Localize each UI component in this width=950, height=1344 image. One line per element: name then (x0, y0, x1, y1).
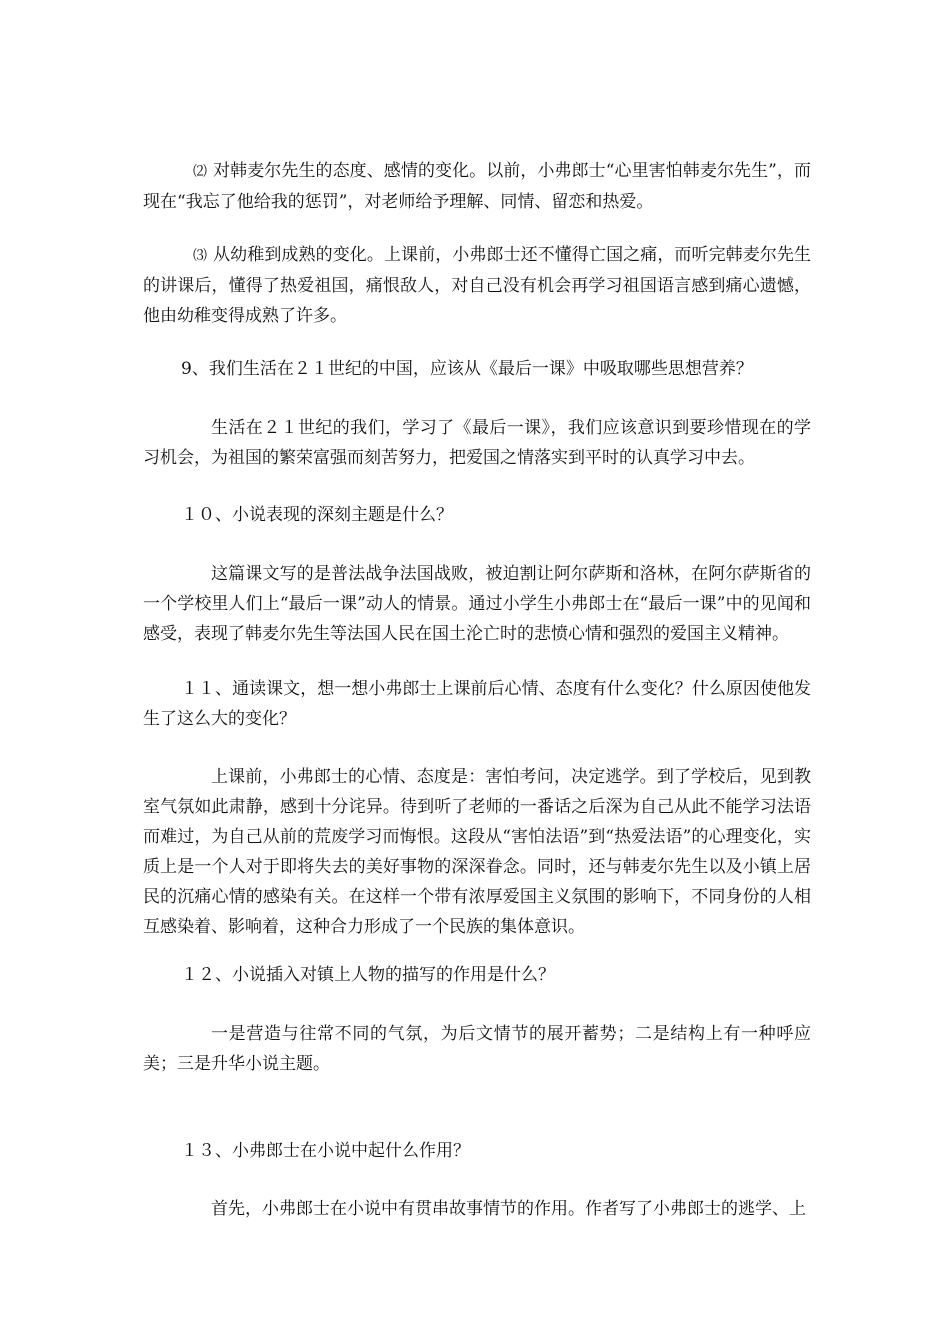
list-item-3 (143, 240, 811, 331)
question-10: １０、小说表现的深刻主题是什么？ (181, 505, 453, 525)
answer-13: 首先，小弗郎士在小说中有贯串故事情节的作用。作者写了小弗郎士的逃学、上 (211, 1199, 806, 1219)
answer-10: 这篇课文写的是普法战争法国战败，被迫割让阿尔萨斯和洛林，在阿尔萨斯省的一个学校里人们上“最后一课”动人的情景。通过小学生小弗郎士在“最后一课”中的见闻和感受，表现了韩麦尔先生等法国人民在国土沦亡时的悲愤心情和强烈的爱国主义精神。 (143, 564, 811, 644)
answer-11: 上课前，小弗郎士的心情、态度是：害怕考问，决定逃学。到了学校后，见到教室气氛如此肃静，感到十分诧异。待到听了老师的一番话之后深为自己从此不能学习法语而难过，为自己从前的荒废学习而悔恨。这段从“害怕法语”到“热爱法语”的心理变化，实质上是一个人对于即将失去的美好事物的深深眷念。同时，还与韩麦尔先生以及小镇上居民的沉痛心情的感染有关。在这样一个带有浓厚爱国主义氛围的影响下，不同身份的人相互感染着、影响着，这种合力形成了一个民族的集体意识。 (143, 767, 811, 937)
question-11: １１、通读课文，想一想小弗郎士上课前后心情、态度有什么变化？什么原因使他发生了这么大的变化？ (143, 679, 811, 729)
list-item-text: 对韩麦尔先生的态度、感情的变化。以前，小弗郎士“心里害怕韩麦尔先生”，而现在“我忘了他给我的惩罚”，对老师给予理解、同情、留恋和热爱。 (143, 161, 811, 212)
question-9: 9、我们生活在２１世纪的中国，应该从《最后一课》中吸取哪些思想营养？ (181, 359, 753, 379)
answer-12: 一是营造与往常不同的气氛，为后文情节的展开蓄势；二是结构上有一种呼应美；三是升华小说主题。 (143, 1024, 811, 1074)
list-item-text: 从幼稚到成熟的变化。上课前，小弗郎士还不懂得亡国之痛，而听完韩麦尔先生的讲课后，懂得了热爱祖国，痛恨敌人，对自己没有机会再学习祖国语言感到痛心遗憾，他由幼稚变得成熟了许多。 (143, 245, 812, 326)
list-number: ⑵ (193, 164, 208, 180)
answer-9: 生活在２１世纪的我们，学习了《最后一课》，我们应该意识到要珍惜现在的学习机会，为祖国的繁荣富强而刻苦努力，把爱国之情落实到平时的认真学习中去。 (143, 418, 811, 468)
question-12: １２、小说插入对镇上人物的描写的作用是什么？ (181, 965, 555, 985)
list-number: ⑶ (193, 248, 208, 264)
list-item-2 (143, 156, 811, 217)
question-13: １３、小弗郎士在小说中起什么作用？ (181, 1141, 470, 1161)
